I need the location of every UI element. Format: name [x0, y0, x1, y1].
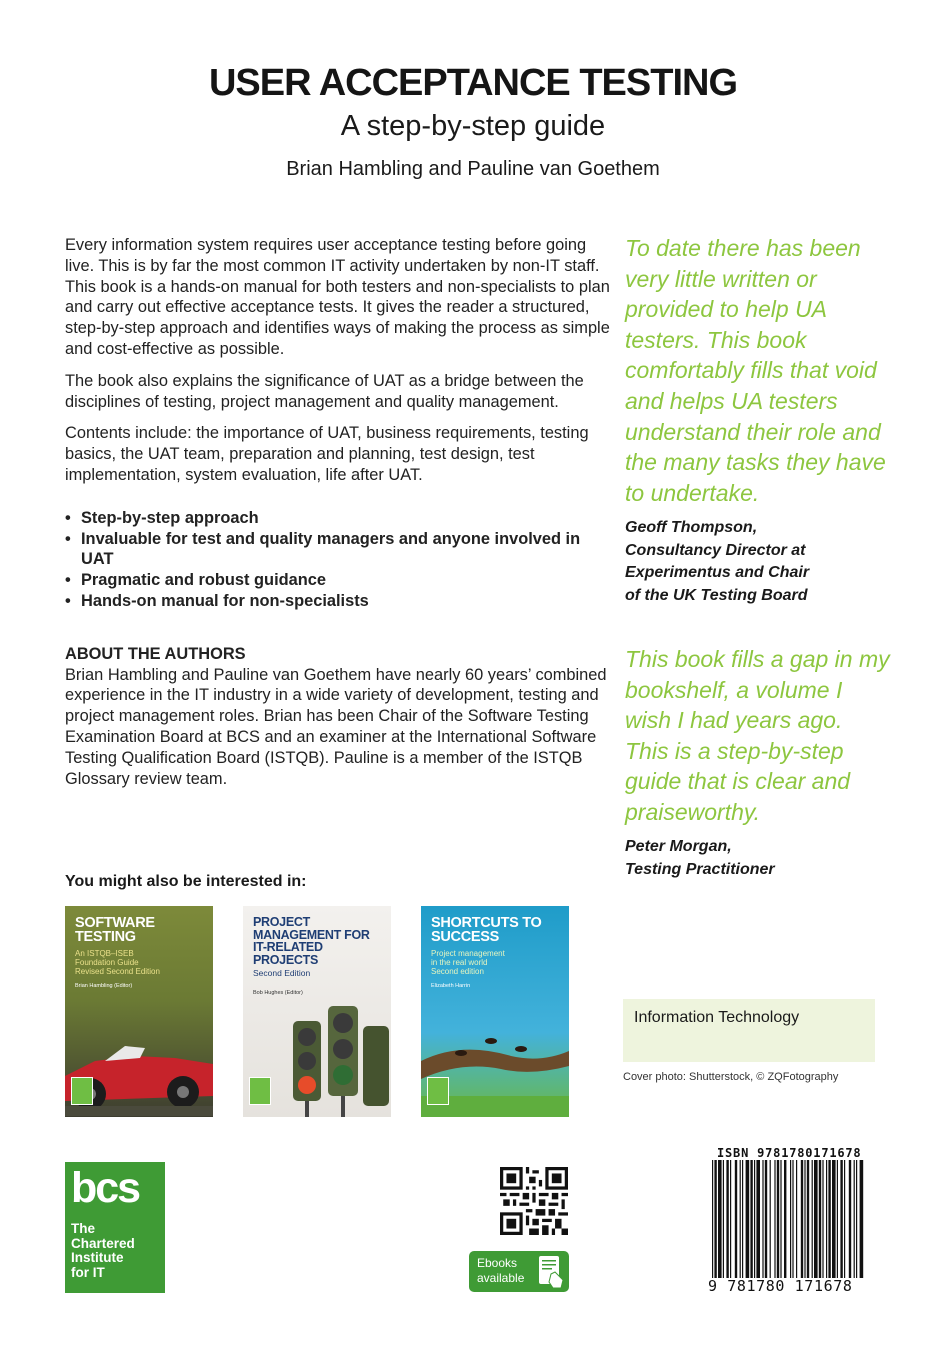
- bcs-mini-logo: [71, 1077, 93, 1105]
- barcode-bar: [822, 1160, 823, 1278]
- bcs-mini-logo: [249, 1077, 271, 1105]
- barcode-bar: [832, 1160, 836, 1278]
- category-box: [623, 999, 875, 1062]
- description-paragraph-1: Every information system requires user acceptance testing before going live. This is by far the most common IT activity undertaken by non-IT staff. This book is a hands-on manual for both testers and non-specialists to plan and carry out effective acceptance tests. It gives the reader a structured, step-by-step approach and identifies ways of making the process as simple and cost-effective as possible.: [65, 236, 610, 358]
- category-label: Information Technology: [634, 1009, 800, 1026]
- subtitle-line: Second Edition: [253, 968, 311, 978]
- description-paragraph-3: Contents include: the importance of UAT, business requirements, testing basics, the UAT team, preparation and planning, test design, test implementation, system evaluation, life after UAT.: [65, 424, 589, 484]
- barcode-bar: [770, 1160, 771, 1278]
- bcs-logo: [65, 1162, 165, 1293]
- ebooks-line: Ebooks: [477, 1256, 518, 1270]
- cover-photo-credit: Cover photo: Shutterstock, © ZQFotography: [623, 1071, 839, 1083]
- barcode-bar: [819, 1160, 821, 1278]
- subtitle-line: An ISTQB–ISEB: [75, 949, 134, 958]
- barcode-bar: [828, 1160, 830, 1278]
- barcode-bar: [756, 1160, 760, 1278]
- attribution-line: Experimentus and Chair: [625, 564, 810, 581]
- barcode-bar: [723, 1160, 724, 1278]
- barcode-bar: [860, 1160, 864, 1278]
- attribution-line: Consultancy Director at: [625, 541, 806, 559]
- barcode-bar: [712, 1160, 713, 1278]
- barcode-bar: [784, 1160, 786, 1278]
- tablet-hand-icon: [537, 1254, 565, 1289]
- barcode-bar: [804, 1160, 805, 1278]
- related-book-title: PROJECT MANAGEMENT FOR IT-RELATED PROJECTS: [253, 915, 370, 967]
- subtitle-line: in the real world: [431, 958, 488, 967]
- isbn-digits: 9 781780 171678: [708, 1277, 853, 1295]
- barcode-bar: [746, 1160, 750, 1278]
- barcode-bar: [718, 1160, 722, 1278]
- barcode-bar: [762, 1160, 763, 1278]
- barcode-bar: [774, 1160, 775, 1278]
- barcode-bar: [854, 1160, 855, 1278]
- barcode-bar: [814, 1160, 818, 1278]
- feature-item: • Step-by-step approach: [65, 508, 610, 529]
- barcode-bar: [740, 1160, 741, 1278]
- qr-code-icon[interactable]: [500, 1167, 568, 1235]
- review-quote-2: This book fills a gap in my bookshelf, a volume I wish I had years ago. This is a step-by-step guide that is clear and praiseworthy.: [625, 646, 890, 825]
- related-book-author: Bob Hughes (Editor): [253, 990, 303, 996]
- attribution-line: of the UK Testing Board: [625, 586, 808, 604]
- barcode-bar: [801, 1160, 803, 1278]
- feature-item: • Pragmatic and robust guidance: [65, 570, 610, 591]
- description-column: [65, 235, 610, 789]
- barcode-icon: [710, 1160, 866, 1280]
- attribution-line: Geoff Thompson,: [625, 519, 758, 536]
- institute-line: Institute: [71, 1250, 124, 1265]
- barcode-bar: [812, 1160, 813, 1278]
- ebooks-line: available: [477, 1271, 525, 1285]
- about-heading: ABOUT THE AUTHORS: [65, 644, 246, 663]
- traffic-lights-image: [263, 1001, 391, 1117]
- ebooks-badge[interactable]: [469, 1251, 569, 1292]
- review-quote-1: To date there has been very little written or provided to help UA testers. This book comfortably fills that void and helps UA testers understand their role and the many tasks they have to undertake.: [625, 235, 886, 506]
- barcode-bar: [777, 1160, 779, 1278]
- related-book-author: Brian Hambling (Editor): [75, 983, 133, 989]
- isbn-label: ISBN 9781780171678: [717, 1146, 862, 1160]
- barcode-bar: [750, 1160, 752, 1278]
- subtitle-line: Project management: [431, 949, 505, 958]
- barcode-bar: [790, 1160, 791, 1278]
- review-attribution-1: [625, 517, 885, 607]
- related-book-software-testing[interactable]: [65, 906, 213, 1117]
- barcode-bar: [780, 1160, 781, 1278]
- related-book-title: SOFTWARE TESTING: [75, 915, 155, 945]
- feature-item: • Invaluable for test and quality managers and anyone involved in UAT: [65, 529, 610, 571]
- barcode-bar: [735, 1160, 737, 1278]
- book-subtitle: A step-by-step guide: [340, 110, 606, 142]
- barcode-bar: [837, 1160, 838, 1278]
- related-book-title: SHORTCUTS TO SUCCESS: [431, 915, 542, 945]
- barcode-bar: [765, 1160, 767, 1278]
- related-book-subtitle: [75, 949, 207, 976]
- related-book-author: Elizabeth Harrin: [431, 983, 471, 989]
- bcs-institute-name: [71, 1222, 163, 1280]
- institute-line: The: [71, 1221, 96, 1236]
- institute-line: for IT: [71, 1264, 105, 1280]
- review-attribution-2: [625, 836, 885, 881]
- barcode-bar: [792, 1160, 793, 1278]
- book-authors: Brian Hambling and Pauline van Goethem: [286, 158, 660, 180]
- barcode-bar: [714, 1160, 716, 1278]
- subtitle-line: Revised Second Edition: [75, 967, 160, 976]
- feature-item: • Hands-on manual for non-specialists: [65, 591, 610, 612]
- barcode-bar: [844, 1160, 845, 1278]
- barcode-bar: [742, 1160, 743, 1278]
- related-heading: You might also be interested in:: [65, 873, 307, 890]
- book-title: USER ACCEPTANCE TESTING: [208, 62, 738, 104]
- ebooks-text: [477, 1256, 537, 1286]
- barcode-bar: [856, 1160, 857, 1278]
- barcode-bar: [807, 1160, 809, 1278]
- barcode-bar: [796, 1160, 797, 1278]
- related-book-shortcuts-to-success[interactable]: [421, 906, 569, 1117]
- related-book-project-management[interactable]: [243, 906, 391, 1117]
- barcode-bar: [826, 1160, 827, 1278]
- subtitle-line: Second edition: [431, 967, 484, 976]
- subtitle-line: Foundation Guide: [75, 958, 139, 967]
- barcode-bar: [754, 1160, 755, 1278]
- barcode-bar: [730, 1160, 731, 1278]
- feature-list: [65, 508, 610, 612]
- barcode-bar: [726, 1160, 728, 1278]
- description-paragraph-2: The book also explains the significance of UAT as a bridge between the disciplines of testing, project management and quality management.: [65, 371, 584, 411]
- barcode-bar: [840, 1160, 842, 1278]
- related-book-subtitle: [253, 969, 385, 978]
- barcode-bar: [849, 1160, 851, 1278]
- bcs-mini-logo: [427, 1077, 449, 1105]
- related-book-subtitle: [431, 949, 563, 976]
- attribution-line: Testing Practitioner: [625, 860, 775, 878]
- about-text: Brian Hambling and Pauline van Goethem have nearly 60 years’ combined experience in the IT industry in a wide variety of development, testing and project management roles. Brian has been Chair of the Software Testing Examination Board at BCS and an examiner at the International Software Testing Qualification Board (ISTQB). Pauline is a member of the ISTQB Glossary review team.: [65, 665, 607, 788]
- bcs-logo-word: bcs: [71, 1164, 140, 1212]
- attribution-line: Peter Morgan,: [625, 838, 732, 855]
- institute-line: Chartered: [71, 1235, 135, 1251]
